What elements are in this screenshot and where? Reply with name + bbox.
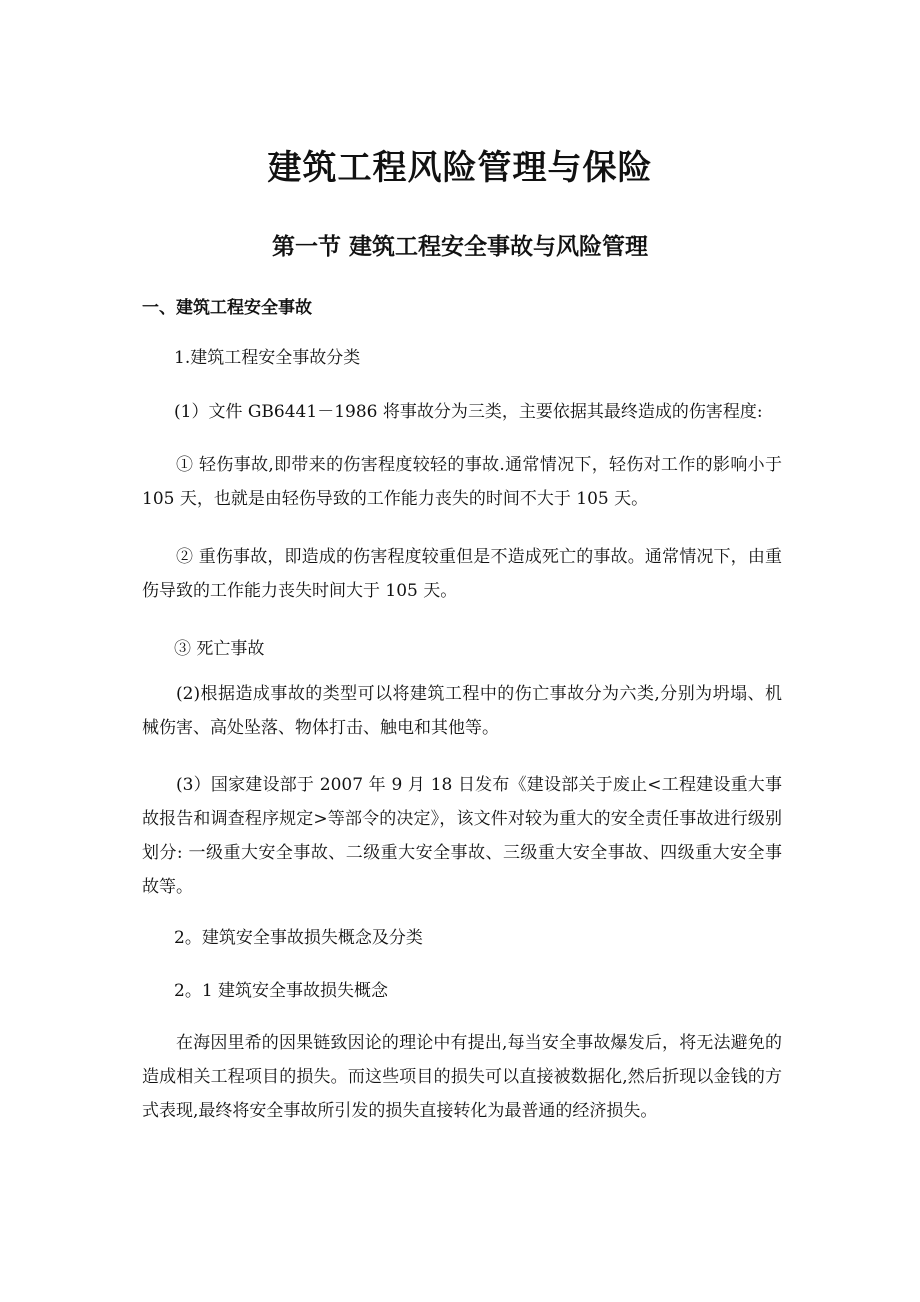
subheading-loss-concept: 2。1 建筑安全事故损失概念	[174, 981, 389, 1001]
item-six-types: (2)根据造成事故的类型可以将建筑工程中的伤亡事故分为六类,分别为坍塌、机械伤害、高处坠落、物体打击、触电和其他等。	[142, 684, 782, 738]
item-gb6441-classification: (1）文件 GB6441－1986 将事故分为三类，主要依据其最终造成的伤害程度:	[174, 402, 763, 422]
item-ministry-decision: (3）国家建设部于 2007 年 9 月 18 日发布《建设部关于废止<工程建设重大事故报告和调查程序规定>等部令的决定》，该文件对较为重大的安全责任事故进行级别划分: 一级重大安全事故、二级重大安全事故、三级重大安全事故、四级重大安全事故等。	[142, 775, 782, 897]
item-minor-injury: ① 轻伤事故,即带来的伤害程度较轻的事故.通常情况下，轻伤对工作的影响小于 105 天，也就是由轻伤导致的工作能力丧失的时间不大于 105 天。	[142, 455, 782, 509]
document-title: 建筑工程风险管理与保险	[267, 148, 653, 188]
paragraph-heinrich-theory: 在海因里希的因果链致因论的理论中有提出,每当安全事故爆发后，将无法避免的造成相关工程项目的损失。而这些项目的损失可以直接被数据化,然后折现以金钱的方式表现,最终将安全事故所引发的损失直接转化为最普通的经济损失。	[142, 1033, 782, 1121]
section-title: 第一节 建筑工程安全事故与风险管理	[271, 233, 648, 260]
heading-safety-accidents: 一、建筑工程安全事故	[142, 298, 312, 318]
subheading-loss-concept-classification: 2。建筑安全事故损失概念及分类	[174, 928, 423, 948]
subheading-accident-classification: 1.建筑工程安全事故分类	[174, 348, 361, 368]
item-fatal-accident: ③ 死亡事故	[174, 639, 265, 659]
item-serious-injury: ② 重伤事故，即造成的伤害程度较重但是不造成死亡的事故。通常情况下，由重伤导致的工作能力丧失时间大于 105 天。	[142, 547, 782, 601]
